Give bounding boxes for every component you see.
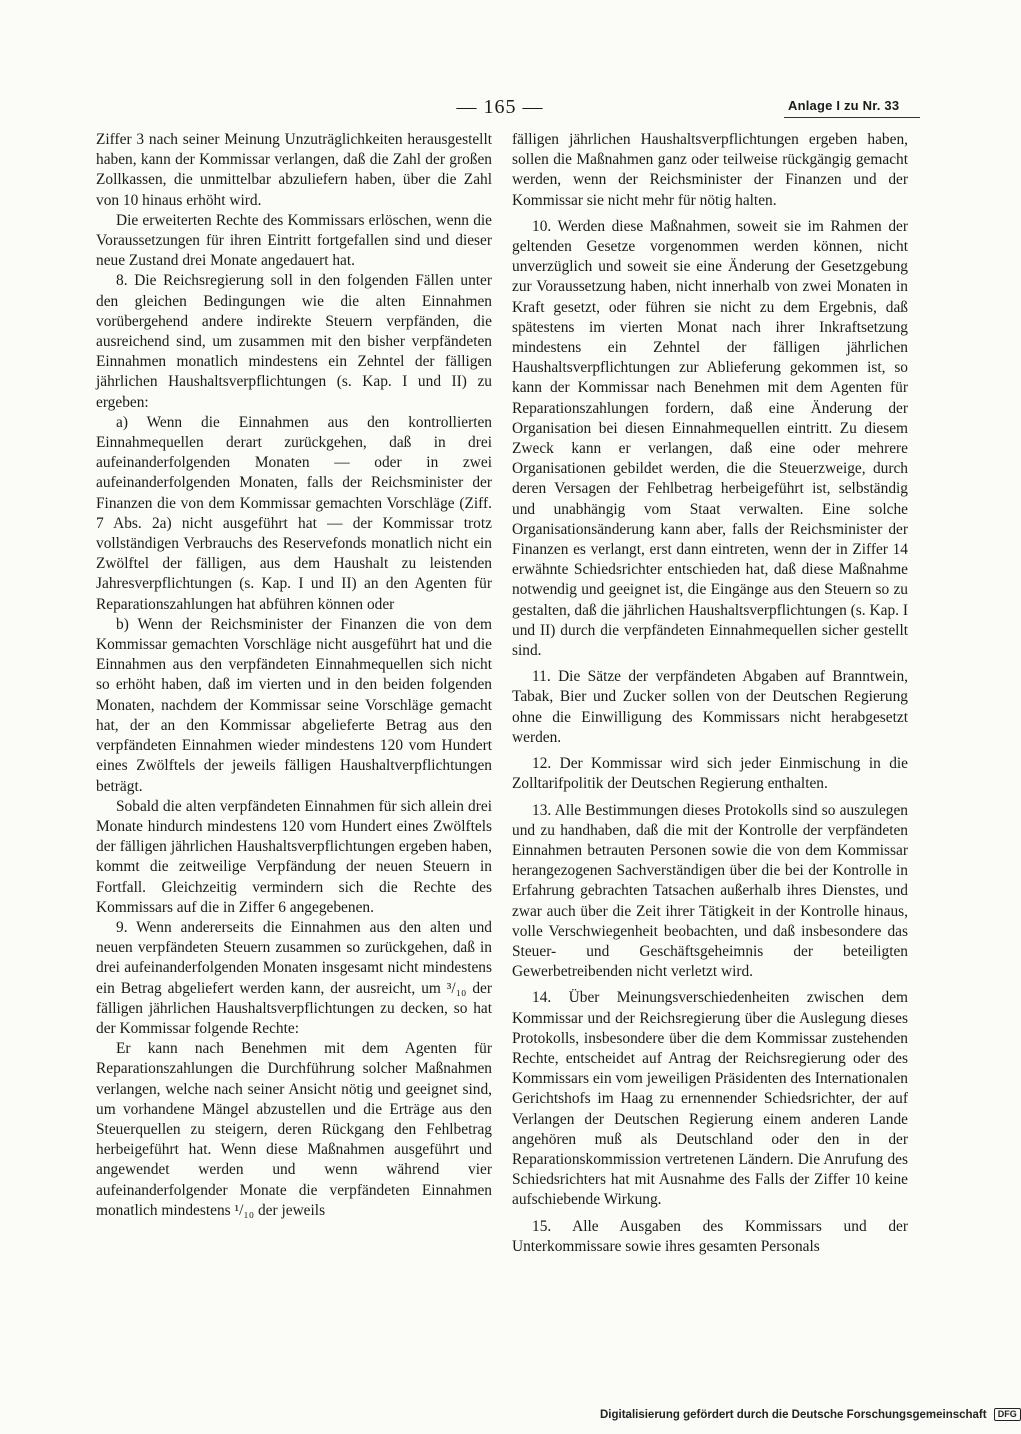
paragraph: 11. Die Sätze der verpfändeten Abgaben auf Branntwein, Tabak, Bier und Zucker sollen von der Deutschen Regierung ohne die Einwilligung des Kommissars nicht herabgesetzt werden. xyxy=(512,668,908,746)
paragraph: 15. Alle Ausgaben des Kommissars und der Unterkommissare sowie ihres gesamten Personals xyxy=(512,1217,908,1255)
right-column xyxy=(512,130,908,1257)
paragraph: a) Wenn die Einnahmen aus den kontrollierten Einnahmequellen derart zurückgehen, daß in drei aufeinanderfolgenden Monaten — oder in zwei aufeinanderfolgenden Monaten, falls der Reichsminister der Finanzen die von dem Kommissar gemachten Vorschläge (Ziff. 7 Abs. 2a) nicht ausgeführt hat — der Kommissar trotz vollständigen Verbrauchs des Reservefonds monatlich nicht ein Zwölftel der fälligen, aus dem Haushalt zu leistenden Jahresverpflichtungen (s. Kap. I und II) an den Agenten für Reparationszahlungen hat abführen können oder xyxy=(96,413,492,613)
paragraph: 13. Alle Bestimmungen dieses Protokolls sind so auszulegen und zu handhaben, daß die mit der Kontrolle der verpfändeten Einnahmen betrauten Personen sowie die von dem Kommissar herangezogenen Sachverständigen über die bei der Kontrolle in Erfahrung gebrachten Tatsachen außerhalb ihres Dienstes, und zwar auch über die Zeit ihrer Tätigkeit in der Kontrolle hinaus, volle Verschwiegenheit beobachten, und daß insbesondere das Steuer- und Geschäftsgeheimnis der beteiligten Gewerbetreibenden nicht verletzt wird. xyxy=(512,801,908,981)
paragraph: 8. Die Reichsregierung soll in den folgenden Fällen unter den gleichen Bedingungen wie die alten Einnahmen vorübergehend andere indirekte Steuern verpfänden, die ausreichend sind, um zusammen mit den bisher verpfändeten Einnahmen monatlich mindestens ein Zehntel der fälligen jährlichen Haushaltsverpflichtungen (s. Kap. I und II) zu ergeben: xyxy=(96,272,492,411)
paragraph: Er kann nach Benehmen mit dem Agenten für Reparationszahlungen die Durchführung solcher Maßnahmen verlangen, welche nach seiner Ansicht nötig und geeignet sind, um vorhandene Mängel abzustellen und die Erträge aus den Steuerquellen zu steigern, deren Rückgang den Fehlbetrag herbeigeführt hat. Wenn diese Maßnahmen ausgeführt und angewendet werden und wenn während vier aufeinanderfolgender Monate die verpfändeten Einnahmen monatlich mindestens ¹/₁₀ der jeweils xyxy=(96,1040,492,1219)
paragraph: Die erweiterten Rechte des Kommissars erlöschen, wenn die Voraussetzungen für ihren Eintritt fortgefallen sind und dieser neue Zustand drei Monate angedauert hat. xyxy=(96,211,492,270)
page-number: — 165 — xyxy=(456,96,544,118)
credit-text: Digitalisierung gefördert durch die Deutsche Forschungsgemeinschaft xyxy=(600,1409,987,1421)
paragraph: 10. Werden diese Maßnahmen, soweit sie im Rahmen der geltenden Gesetze vorgenommen werden können, nicht unverzüglich und soweit sie eine Änderung der Gesetzgebung zur Voraussetzung haben, nicht innerhalb von zwei Monaten in Kraft gesetzt, oder führen sie nicht zu dem Ergebnis, daß spätestens im vierten Monat nach ihrer Inkraftsetzung mindestens ein Zehntel der fälligen jährlichen Haushaltsverpflichtungen zur Ablieferung gekommen ist, so kann der Kommissar nach Benehmen mit dem Agenten für Reparationszahlungen fordern, daß eine Änderung der Organisation bei diesen Einnahmequellen eintritt. Zu diesem Zweck kann er verlangen, daß eine oder mehrere Organisationen gebildet werden, die die Steuerzweige, durch deren Versagen der Fehlbetrag herbeigeführt ist, selbständig und unabhängig vom Staat verwalten. Eine solche Organisationsänderung kann aber, falls der Reichsminister der Finanzen es verlangt, erst dann eintreten, wenn der in Ziffer 14 erwähnte Schiedsrichter entschieden hat, daß diese Maßnahme notwendig und geeignet ist, die Eingänge aus den Steuern so zu gestalten, daß die jährlichen Haushaltsverpflichtungen (s. Kap. I und II) durch die verpfändeten Einnahmequellen sicher gestellt sind. xyxy=(512,217,908,660)
annex-label: Anlage I zu Nr. 33 xyxy=(788,98,900,113)
dfg-logo-icon: DFG xyxy=(994,1408,1021,1421)
left-column xyxy=(96,130,492,1221)
digitization-credit xyxy=(600,1408,1017,1421)
paragraph: 14. Über Meinungsverschiedenheiten zwischen dem Kommissar und der Reichsregierung über die Auslegung dieses Protokolls, insbesondere über die dem Kommissar zustehenden Rechte, entscheidet auf Antrag der Reichsregierung oder des Kommissars ein vom jeweiligen Präsidenten des Internationalen Gerichtshofs im Haag zu ernennender Schiedsrichter, der auf Verlangen der Deutschen Regierung einem anderen Lande angehören muß als Deutschland oder den in der Reparationskommission vertretenen Ländern. Die Anrufung des Schiedsrichters hat mit Ausnahme des Falls der Ziffer 10 keine aufschiebende Wirkung. xyxy=(512,989,908,1209)
paragraph: 12. Der Kommissar wird sich jeder Einmischung in die Zolltarifpolitik der Deutschen Regierung enthalten. xyxy=(512,755,908,793)
paragraph: b) Wenn der Reichsminister der Finanzen die von dem Kommissar gemachten Vorschläge nicht ausgeführt hat und die Einnahmen aus den verpfändeten Einnahmequellen sich nicht so erhöht haben, daß im vierten und in den beiden folgenden Monaten, nachdem der Kommissar seine Vorschläge gemacht hat, der an den Kommissar abgelieferte Betrag aus den verpfändeten Einnahmen wieder mindestens 120 vom Hundert eines Zwölftels der jeweils fälligen Haushaltverpflichtungen beträgt. xyxy=(96,615,492,795)
paragraph: Ziffer 3 nach seiner Meinung Unzuträglichkeiten herausgestellt haben, kann der Kommissar verlangen, daß die Zahl der großen Zollkassen, die unmittelbar abzuliefern haben, über die Zahl von 10 hinaus erhöht wird. xyxy=(96,131,492,209)
paragraph: fälligen jährlichen Haushaltsverpflichtungen ergeben haben, sollen die Maßnahmen ganz oder teilweise rückgängig gemacht werden, wenn der Reichsminister der Finanzen und der Kommissar sie nicht mehr für nötig halten. xyxy=(512,131,908,209)
paragraph: Sobald die alten verpfändeten Einnahmen für sich allein drei Monate hindurch mindestens 120 vom Hundert eines Zwölftels der fälligen jährlichen Haushaltsverpflichtungen ergeben haben, kommt die zeitweilige Verpfändung der neuen Steuern in Fortfall. Gleichzeitig vermindern sich die Rechte des Kommissars auf die in Ziffer 6 angegebenen. xyxy=(96,797,492,916)
paragraph: 9. Wenn andererseits die Einnahmen aus den alten und neuen verpfändeten Steuern zusammen so zurückgehen, daß in drei aufeinanderfolgenden Monaten insgesamt nicht mindestens ein Betrag abgeliefert werden kann, der ausreicht, um ³/₁₀ der fälligen jährlichen Haushaltsverpflichtungen zu decken, so hat der Kommissar folgende Rechte: xyxy=(96,918,492,1037)
annex-underline xyxy=(784,117,920,118)
